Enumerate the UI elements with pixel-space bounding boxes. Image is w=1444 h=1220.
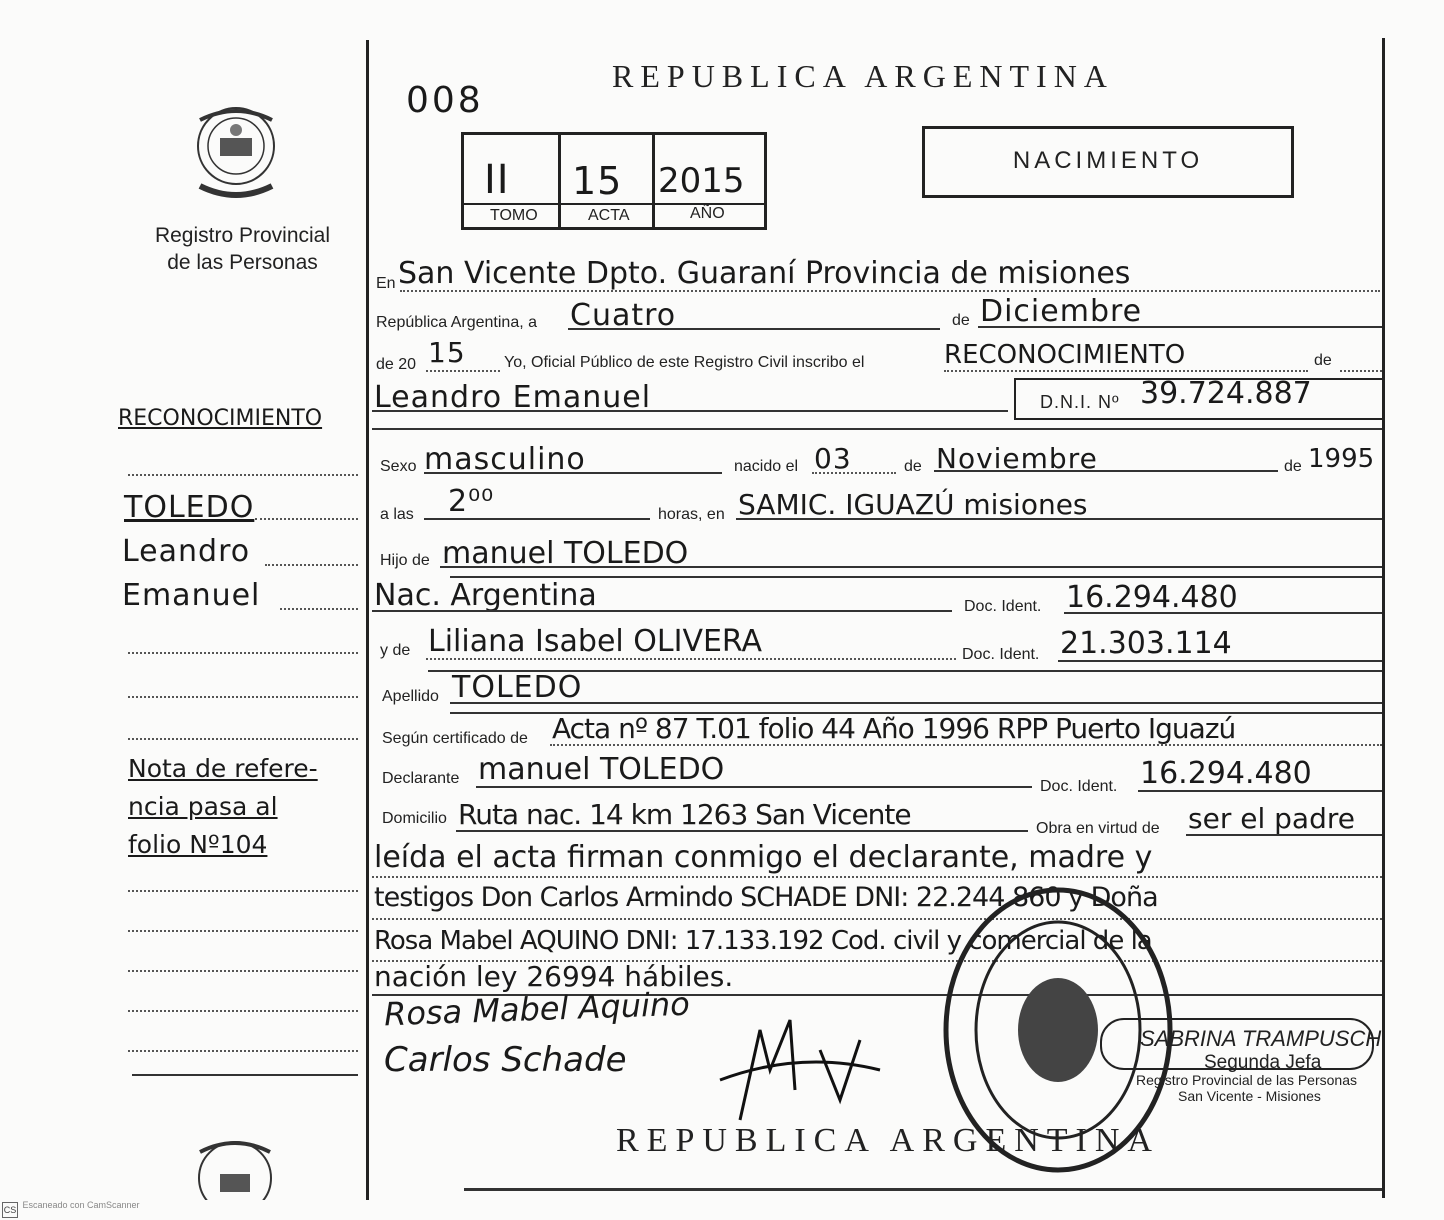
mother-doc: 21.303.114 xyxy=(1060,626,1232,661)
dni-box xyxy=(1014,378,1384,420)
margin-line xyxy=(280,608,358,610)
apellido-value: TOLEDO xyxy=(452,670,583,705)
declarante-doc-line xyxy=(1138,790,1382,792)
official-stamp xyxy=(1100,1010,1382,1110)
hijo-label: Hijo de xyxy=(380,552,430,569)
closing-line-3: Rosa Mabel AQUINO DNI: 17.133.192 Cod. civil y comercial de la xyxy=(374,926,1152,956)
closing-rule-2 xyxy=(372,918,1382,920)
hour-value: 2⁰⁰ xyxy=(448,484,495,519)
margin-reference-note xyxy=(128,750,318,864)
registry-name xyxy=(130,222,355,276)
act-type: RECONOCIMIENTO xyxy=(944,340,1186,370)
birth-day: 03 xyxy=(814,442,852,475)
en-label: En xyxy=(376,275,396,292)
registry-line-2: de las Personas xyxy=(167,251,318,274)
year-prefix: de 20 xyxy=(376,356,417,373)
registry-line-1: Registro Provincial xyxy=(154,224,331,247)
margin-line xyxy=(128,970,358,972)
sexo-label: Sexo xyxy=(380,458,417,475)
ref-note-line-1: Nota de refere- xyxy=(128,754,318,783)
rule xyxy=(372,428,1382,430)
mother-doc-line xyxy=(1058,660,1382,662)
de-label-3: de xyxy=(904,458,922,475)
footer-rule xyxy=(464,1188,1382,1191)
person-name-line xyxy=(372,410,1008,412)
acta-label: ACTA xyxy=(588,207,630,224)
signature-witness-2: Carlos Schade xyxy=(384,1040,627,1080)
provincial-seal-footer xyxy=(192,1134,278,1200)
hour-line xyxy=(424,518,650,520)
margin-line xyxy=(128,474,358,476)
apellido-line xyxy=(450,702,1382,704)
tomo-label: TOMO xyxy=(490,207,538,224)
person-name: Leandro Emanuel xyxy=(374,380,652,415)
de-label: de xyxy=(952,312,970,329)
birth-place: SAMIC. IGUAZÚ misiones xyxy=(738,488,1088,521)
domicilio-line xyxy=(456,830,1028,832)
obra-value: ser el padre xyxy=(1188,802,1355,835)
de-label-4: de xyxy=(1284,458,1302,475)
closing-rule-1 xyxy=(372,876,1382,878)
margin-line xyxy=(255,518,358,520)
sexo-value: masculino xyxy=(424,442,586,477)
doc-type-box xyxy=(922,126,1294,198)
ref-note-line-3: folio Nº104 xyxy=(128,830,268,859)
closing-line-4: nación ley 26994 hábiles. xyxy=(374,960,734,993)
birth-year: 1995 xyxy=(1308,444,1375,474)
anio-label: AÑO xyxy=(690,205,725,222)
horas-label: horas, en xyxy=(658,506,725,523)
declarante-value: manuel TOLEDO xyxy=(478,752,725,787)
year-suffix: 15 xyxy=(428,336,466,369)
margin-surname: TOLEDO xyxy=(124,490,255,525)
month-line xyxy=(978,326,1382,328)
provincial-seal xyxy=(190,100,282,206)
declarante-label: Declarante xyxy=(382,770,460,787)
month-value: Diciembre xyxy=(980,294,1143,329)
mother-line xyxy=(426,658,956,660)
doc-ident-label-3: Doc. Ident. xyxy=(1040,778,1118,795)
father-line xyxy=(440,566,1382,568)
day-line xyxy=(568,328,940,330)
de-label-2: de xyxy=(1314,352,1332,369)
margin-line xyxy=(128,738,358,740)
margin-line xyxy=(128,1010,358,1012)
doc-type: NACIMIENTO xyxy=(1012,147,1204,174)
stamp-role: Segunda Jefa xyxy=(1204,1052,1322,1073)
camscanner-icon: CS xyxy=(2,1202,18,1218)
acta-value: 15 xyxy=(572,159,623,203)
segun-line xyxy=(550,744,1382,746)
closing-line-1: leída el acta firman conmigo el declarante, madre y xyxy=(374,840,1153,875)
margin-bottom-rule xyxy=(132,1074,358,1076)
republica-label: República Argentina, a xyxy=(376,314,537,331)
ref-note-line-2: ncia pasa al xyxy=(128,792,278,821)
left-margin-rule xyxy=(366,40,369,1200)
margin-note-act-type: RECONOCIMIENTO xyxy=(118,406,323,431)
domicilio-label: Domicilio xyxy=(382,810,447,827)
birth-place-line xyxy=(736,518,1382,520)
margin-given-name-2: Emanuel xyxy=(122,578,261,613)
margin-line xyxy=(265,564,358,566)
margin-line xyxy=(128,696,358,698)
father-doc-line xyxy=(1064,612,1382,614)
doc-ident-label-2: Doc. Ident. xyxy=(962,646,1040,663)
doc-ident-label-1: Doc. Ident. xyxy=(964,598,1042,615)
margin-line xyxy=(128,1050,358,1052)
ref-divider-2 xyxy=(652,135,655,227)
father-doc: 16.294.480 xyxy=(1066,580,1238,615)
camscanner-badge xyxy=(2,1200,140,1216)
stamp-city: San Vicente - Misiones xyxy=(1178,1088,1321,1104)
camscanner-label: Escaneado con CamScanner xyxy=(22,1200,140,1210)
segun-label: Según certificado de xyxy=(382,730,528,747)
father-name: manuel TOLEDO xyxy=(442,536,689,571)
country-heading: REPUBLICA ARGENTINA xyxy=(612,58,1114,94)
segun-value: Acta nº 87 T.01 folio 44 Año 1996 RPP Puerto Iguazú xyxy=(552,712,1236,745)
year-line xyxy=(426,370,500,372)
birth-month-line xyxy=(934,470,1278,472)
nationality-line xyxy=(372,610,952,612)
nacido-label: nacido el xyxy=(734,458,799,475)
declarante-line xyxy=(476,786,1032,788)
a-las-label: a las xyxy=(380,506,414,523)
place-line xyxy=(400,290,1380,292)
sexo-line xyxy=(424,472,722,474)
y-de-label: y de xyxy=(380,642,411,659)
margin-line xyxy=(128,652,358,654)
obra-line xyxy=(1186,834,1382,836)
ref-divider-1 xyxy=(558,135,561,227)
obra-label: Obra en virtud de xyxy=(1036,820,1160,837)
domicilio-value: Ruta nac. 14 km 1263 San Vicente xyxy=(458,798,911,831)
tomo-value: II xyxy=(484,157,510,203)
reference-box xyxy=(461,132,767,230)
act-type-line xyxy=(944,370,1308,372)
right-margin-rule xyxy=(1382,38,1385,1198)
birth-month: Noviembre xyxy=(936,442,1098,475)
father-nationality: Nac. Argentina xyxy=(374,578,597,613)
day-value: Cuatro xyxy=(570,298,677,333)
place-value: San Vicente Dpto. Guaraní Provincia de misiones xyxy=(398,256,1131,291)
de-line xyxy=(1340,370,1382,372)
footer-country-heading: REPUBLICA ARGENTINA xyxy=(616,1122,1160,1159)
signature-witness-1: Rosa Mabel Aquino xyxy=(383,984,691,1034)
margin-line xyxy=(128,930,358,932)
declarante-doc: 16.294.480 xyxy=(1140,756,1312,791)
margin-line xyxy=(128,890,358,892)
birth-day-line xyxy=(812,472,896,474)
anio-value: 2015 xyxy=(658,161,745,201)
mother-name: Liliana Isabel OLIVERA xyxy=(428,624,763,659)
stamp-org: Registro Provincial de las Personas xyxy=(1136,1072,1357,1088)
signature-scribble xyxy=(700,1010,900,1130)
dni-value: 39.724.887 xyxy=(1140,376,1312,411)
stamp-name: SABRINA TRAMPUSCH xyxy=(1140,1026,1382,1051)
oficial-text: Yo, Oficial Público de este Registro Civil inscribo el xyxy=(504,354,865,371)
apellido-label: Apellido xyxy=(382,688,439,705)
margin-given-name-1: Leandro xyxy=(122,534,251,569)
dni-label: D.N.I. Nº xyxy=(1040,392,1120,412)
closing-line-2: testigos Don Carlos Armindo SCHADE DNI: 22.244.860 y Doña xyxy=(374,882,1158,913)
page-number: 008 xyxy=(406,80,484,121)
